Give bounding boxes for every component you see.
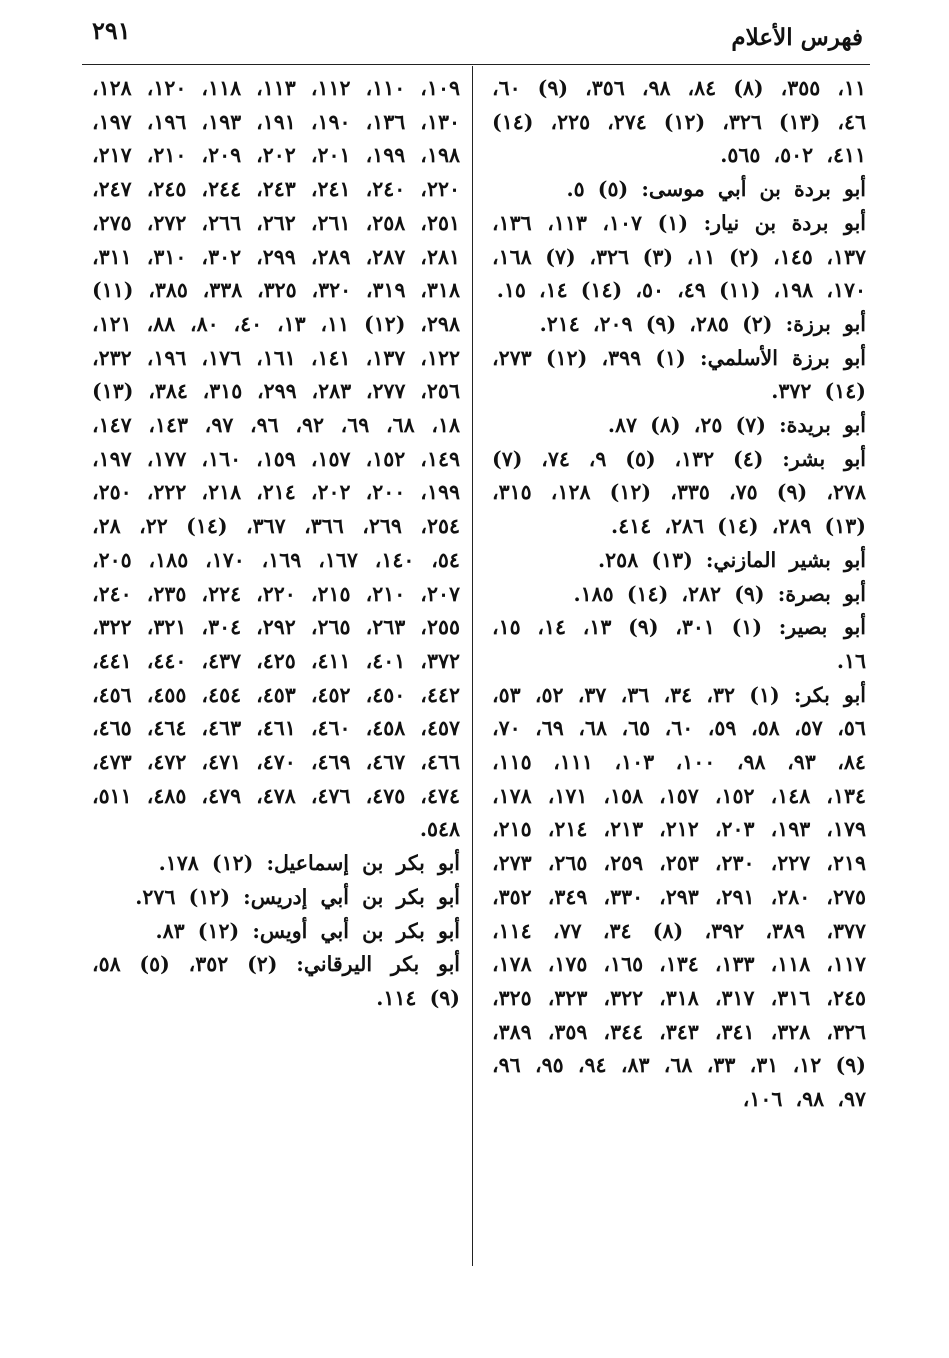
index-entry: ١٠٩، ١١٠، ١١٢، ١١٣، ١١٨، ١٢٠، ١٢٨، ١٣٠، ١٣٦، ١٩٠، ١٩١، ١٩٣، ١٩٦، ١٩٧، ١٩٨، ١٩٩، ٢٠١، ٢٠٢، ٢٠٩، ٢١٠، ٢١٧، ٢٢٠، ٢٤٠، ٢٤١، ٢٤٣، ٢٤٤، ٢٤٥، ٢٤٧، ٢٥١، ٢٥٨، ٢٦١، ٢٦٢، ٢٦٦، ٢٧٢، ٢٧٥، ٢٨١، ٢٨٧، ٢٨٩، ٢٩٩، ٣٠٢، ٣١٠، ٣١١، ٣١٨، ٣١٩، ٣٢٠، ٣٢٥، ٣٣٨، ٣٨٥، (١١) ٢٩٨، (١٢) ١١، ١٣، ٤٠، ٨٠، ٨٨، ١٢١، ١٢٢، ١٣٧، ١٤١، ١٦١، ١٧٦، ١٩٦، ٢٣٢، ٢٥٦، ٢٧٧، ٢٨٣، ٢٩٩، ٣١٥، ٣٨٤، (١٣) ١٨، ٦٨، ٦٩، ٩٢، ٩٦، ٩٧، ١٤٣، ١٤٧، ١٤٩، ١٥٢، ١٥٧، ١٥٩، ١٦٠، ١٧٧، ١٩٧، ١٩٩، ٢٠٠، ٢٠٢، ٢١٤، ٢١٨، ٢٢٢، ٢٥٠، ٢٥٤، ٢٦٩، ٣٦٦، ٣٦٧، (١٤) ٢٢، ٢٨، ٥٤، ١٤٠، ١٦٧، ١٦٩، ١٧٠، ١٨٥، ٢٠٥، ٢٠٧، ٢١٠، ٢١٥، ٢٢٠، ٢٢٤، ٢٣٥، ٢٤٠، ٢٥٥، ٢٦٣، ٢٦٥، ٢٩٢، ٣٠٤، ٣٢١، ٣٢٢، ٣٧٢، ٤٠١، ٤١١، ٤٢٥، ٤٣٧، ٤٤٠، ٤٤١، ٤٤٢، ٤٥٠، ٤٥٢، ٤٥٣، ٤٥٤، ٤٥٥، ٤٥٦، ٤٥٧، ٤٥٨، ٤٦٠، ٤٦١، ٤٦٣، ٤٦٤، ٤٦٥، ٤٦٦، ٤٦٧، ٤٦٩، ٤٧٠، ٤٧١، ٤٧٢، ٤٧٣، ٤٧٤، ٤٧٥، ٤٧٦، ٤٧٨، ٤٧٩، ٤٨٥، ٥١١، ٥٤٨. <box>92 76 460 842</box>
index-entry: أبو برزة: (٢) ٢٨٥، (٩) ٢٠٩، ٢١٤. <box>539 311 866 336</box>
index-entry: أبو بصير: (١) ٣٠١، (٩) ١٣، ١٤، ١٥، ١٦. <box>492 615 866 673</box>
index-entry: ١١، ٣٥٥، (٨) ٨٤، ٩٨، ٣٥٦، (٩) ٦٠، ٤٦، (١٣) ٣٢٦، (١٢) ٢٧٤، ٢٢٥، (١٤) ٤١١، ٥٠٢، ٥٦٥. <box>492 76 867 168</box>
index-entry: أبو بشير المازني: (١٣) ٢٥٨. <box>598 547 866 572</box>
left-column <box>92 72 460 1016</box>
index-entry: أبو بشر: (٤) ١٣٢، (٥) ٩، ٧٤، (٧) ٢٧٨، (٩) ٧٥، ٣٣٥، (١٢) ١٢٨، ٣١٥، (١٣) ٢٨٩، (١٤) ٢٨٦، ٤١٤. <box>492 446 867 539</box>
index-entry: أبو بكر بن أبي أويس: (١٢) ٨٣. <box>155 918 460 943</box>
index-entry: أبو بصرة: (٩) ٢٨٢، (١٤) ١٨٥. <box>573 581 866 606</box>
page-title: فهرس الأعلام <box>731 24 863 51</box>
index-entry: أبو بردة بن نيار: (١) ١٠٧، ١١٣، ١٣٦، ١٣٧، ١٤٥، (٢) ١١، (٣) ٣٢٦، (٧) ١٦٨، ١٧٠، ١٩٨، (١١) ٤٩، ٥٠، (١٤) ١٤، ١٥. <box>492 210 867 303</box>
index-entry: أبو بكر بن إسماعيل: (١٢) ١٧٨. <box>158 851 460 876</box>
header-rule <box>82 64 870 65</box>
right-column <box>492 72 866 1117</box>
column-divider <box>472 66 473 1266</box>
index-entry: أبو بكر بن أبي إدريس: (١٢) ٢٧٦. <box>135 884 460 909</box>
index-entry: أبو بكر: (١) ٣٢، ٣٤، ٣٦، ٣٧، ٥٢، ٥٣، ٥٦، ٥٧، ٥٨، ٥٩، ٦٠، ٦٥، ٦٨، ٦٩، ٧٠، ٨٤، ٩٣، ٩٨، ١٠٠، ١٠٣، ١١١، ١١٥، ١٣٤، ١٤٨، ١٥٢، ١٥٧، ١٥٨، ١٧١، ١٧٨، ١٧٩، ١٩٣، ٢٠٣، ٢١٢، ٢١٣، ٢١٤، ٢١٥، ٢١٩، ٢٢٧، ٢٣٠، ٢٥٣، ٢٥٩، ٢٦٥، ٢٧٣، ٢٧٥، ٢٨٠، ٢٩١، ٢٩٣، ٣٣٠، ٣٤٩، ٣٥٢، ٣٧٧، ٣٨٩، ٣٩٢، (٨) ٣٤، ٧٧، ١١٤، ١١٧، ١١٨، ١٣٣، ١٣٤، ١٦٥، ١٧٥، ١٧٨، ٢٤٥، ٣١٦، ٣١٧، ٣١٨، ٣٢٢، ٣٢٣، ٣٢٥، ٣٢٦، ٣٢٨، ٣٤١، ٣٤٣، ٣٤٤، ٣٥٩، ٣٨٩، (٩) ١٢، ٣١، ٣٣، ٦٨، ٨٣، ٩٤، ٩٥، ٩٦، ٩٧، ٩٨، ١٠٦، <box>492 682 866 1112</box>
page-number: ٢٩١ <box>92 16 131 45</box>
index-entry: أبو بريدة: (٧) ٢٥، (٨) ٨٧. <box>607 413 866 438</box>
index-entry: أبو برزة الأسلمي: (١) ٣٩٩، (١٢) ٢٧٣، (١٤) ٣٧٢. <box>492 345 866 404</box>
index-entry: أبو بكر اليرقاني: (٢) ٣٥٢، (٥) ٥٨، (٩) ١١٤. <box>92 952 460 1010</box>
index-entry: أبو بردة بن أبي موسى: (٥) ٥. <box>566 177 866 202</box>
